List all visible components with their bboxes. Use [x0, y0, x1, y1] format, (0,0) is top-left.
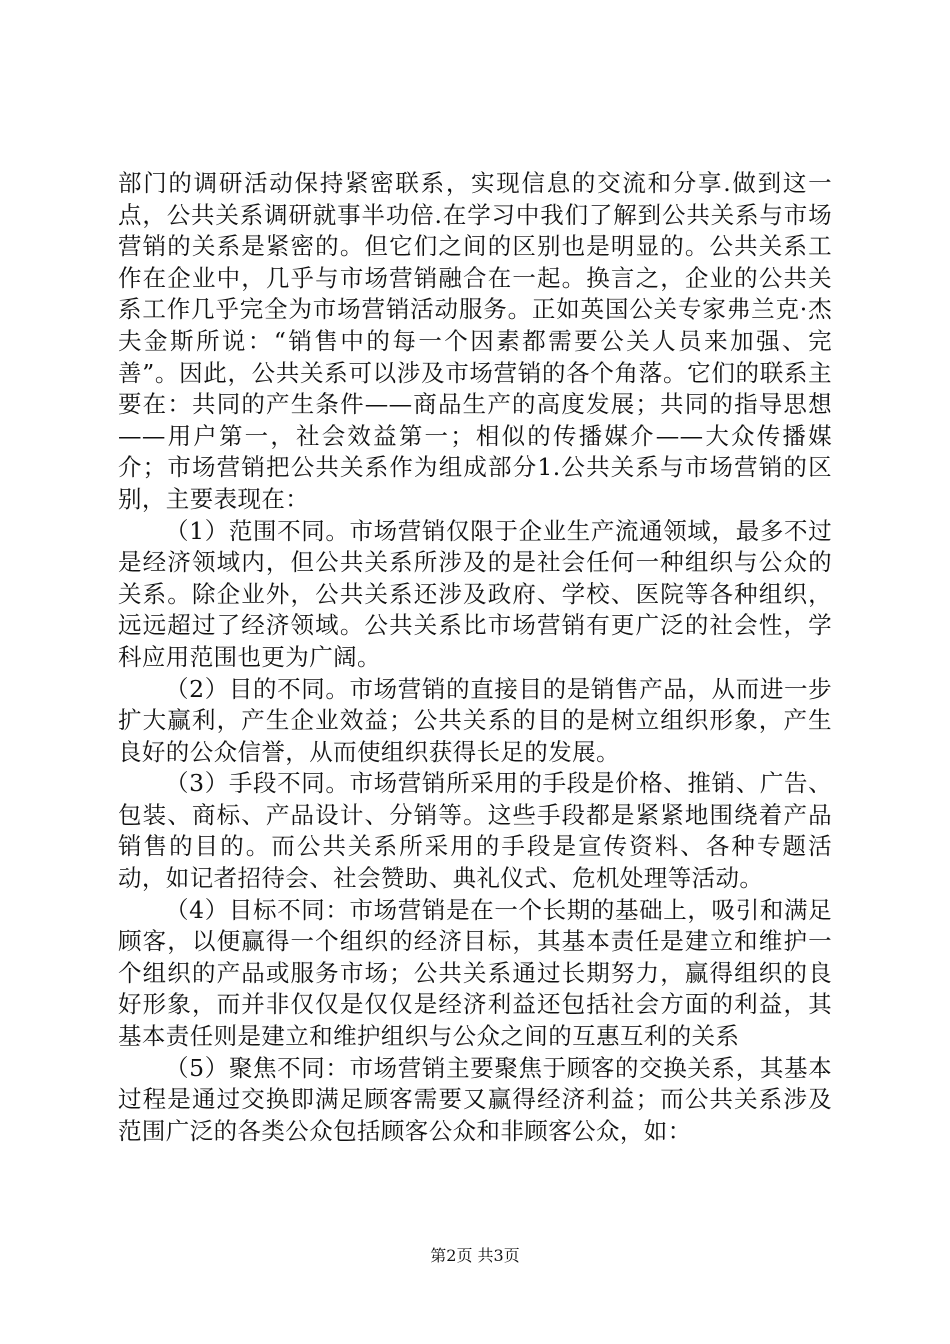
body-paragraph-goal: （4）目标不同：市场营销是在一个长期的基础上，吸引和满足顾客，以便赢得一个组织的经济目标，其基本责任是建立和维护一个组织的产品或服务市场；公共关系通过长期努力，赢得组织的良好形象，而并非仅仅是仅仅是经济利益还包括社会方面的利益，其基本责任则是建立和维护组织与公众之间的互惠互利的关系	[118, 895, 832, 1051]
body-paragraph-scope: （1）范围不同。市场营销仅限于企业生产流通领域，最多不过是经济领域内，但公共关系所涉及的是社会任何一种组织与公众的关系。除企业外，公共关系还涉及政府、学校、医院等各种组织，远远超过了经济领域。公共关系比市场营销有更广泛的社会性，学科应用范围也更为广阔。	[118, 516, 832, 671]
body-paragraph-purpose: （2）目的不同。市场营销的直接目的是销售产品，从而进一步扩大赢利，产生企业效益；公共关系的目的是树立组织形象，产生良好的公众信誉，从而使组织获得长足的发展。	[118, 674, 832, 766]
body-paragraph-intro: 部门的调研活动保持紧密联系，实现信息的交流和分享.做到这一点，公共关系调研就事半功倍.在学习中我们了解到公共关系与市场营销的关系是紧密的。但它们之间的区别也是明显的。公共关系工作在企业中，几乎与市场营销融合在一起。换言之，企业的公共关系工作几乎完全为市场营销活动服务。正如英国公关专家弗兰克·杰夫金斯所说：“销售中的每一个因素都需要公关人员来加强、完善”。因此，公共关系可以涉及市场营销的各个角落。它们的联系主要在：共同的产生条件——商品生产的高度发展；共同的指导思想——用户第一，社会效益第一；相似的传播媒介——大众传播媒介；市场营销把公共关系作为组成部分1.公共关系与市场营销的区别，主要表现在：	[118, 169, 832, 513]
body-paragraph-focus: （5）聚焦不同：市场营销主要聚焦于顾客的交换关系，其基本过程是通过交换即满足顾客需要又赢得经济利益；而公共关系涉及范围广泛的各类公众包括顾客公众和非顾客公众，如：	[118, 1053, 832, 1145]
body-paragraph-means: （3）手段不同。市场营销所采用的手段是价格、推销、广告、包装、商标、产品设计、分销等。这些手段都是紧紧地围绕着产品销售的目的。而公共关系所采用的手段是宣传资料、各种专题活动，如记者招待会、社会赞助、典礼仪式、危机处理等活动。	[118, 769, 832, 893]
page-number-footer: 第2页 共3页	[430, 1246, 520, 1265]
document-body	[118, 168, 832, 1147]
